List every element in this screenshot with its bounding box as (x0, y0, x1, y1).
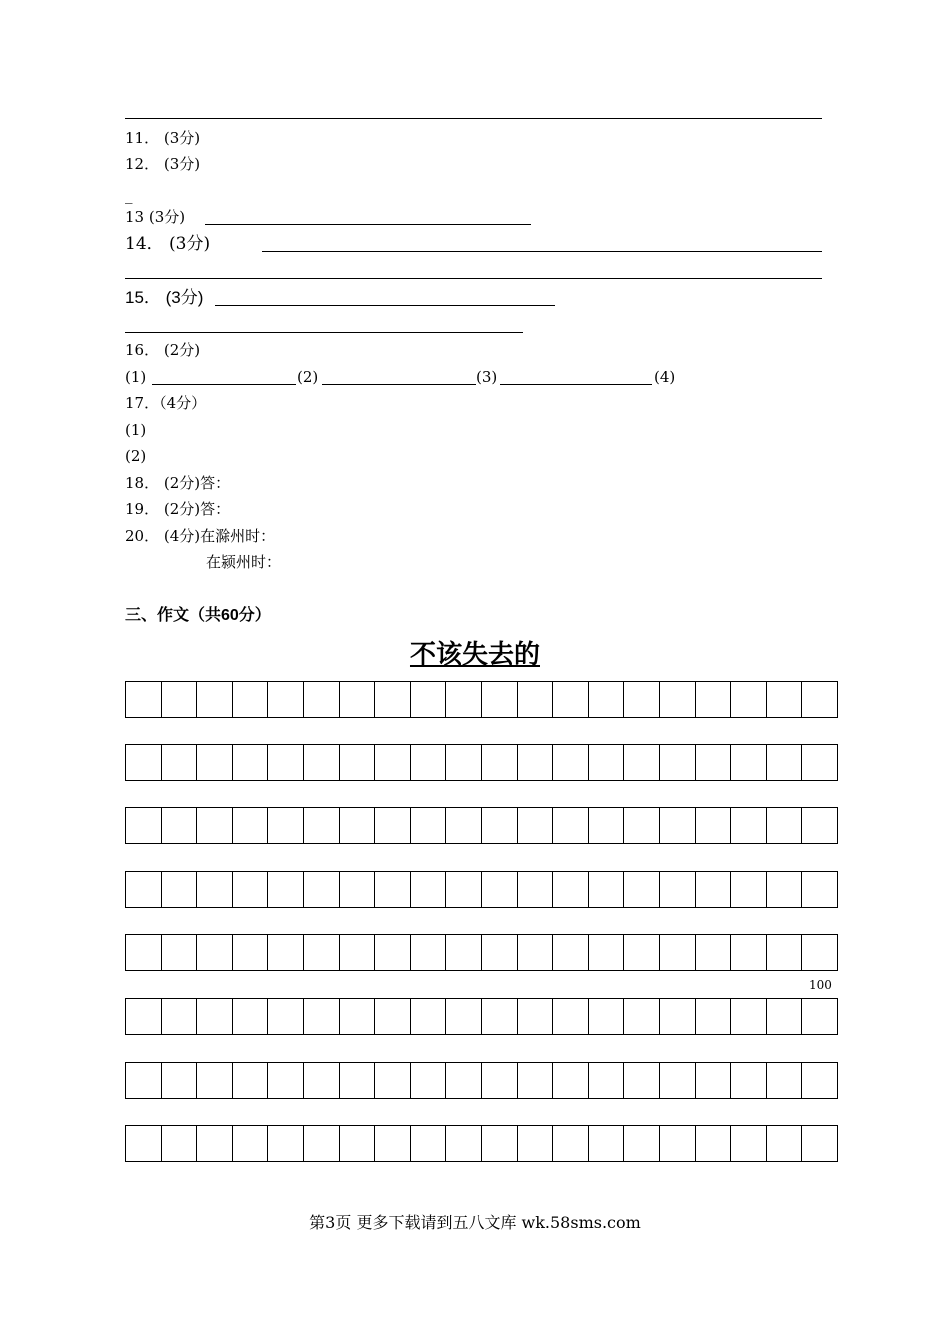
writing-grid-cell[interactable] (588, 744, 624, 781)
writing-grid-cell[interactable] (339, 807, 375, 844)
writing-grid-cell[interactable] (303, 807, 339, 844)
writing-grid-cell[interactable] (445, 934, 481, 971)
blank-label-3: (3) (476, 368, 498, 386)
writing-grid-cell[interactable] (481, 681, 517, 718)
writing-grid-cell[interactable] (481, 1062, 517, 1099)
writing-grid-cell[interactable] (374, 1062, 410, 1099)
writing-grid-cell[interactable] (766, 681, 802, 718)
writing-grid-cell[interactable] (801, 998, 838, 1035)
writing-grid-cell[interactable] (374, 871, 410, 908)
writing-grid-cell[interactable] (659, 871, 695, 908)
writing-grid-cell[interactable] (552, 1062, 588, 1099)
writing-grid-cell[interactable] (695, 1125, 731, 1162)
writing-grid-cell[interactable] (125, 998, 161, 1035)
writing-grid-cell[interactable] (552, 744, 588, 781)
writing-grid-cell[interactable] (730, 1125, 766, 1162)
writing-grid-cell[interactable] (125, 681, 161, 718)
writing-grid-cell[interactable] (766, 1125, 802, 1162)
writing-grid-cell[interactable] (623, 807, 659, 844)
answer-blank-3[interactable] (500, 384, 652, 385)
writing-grid-cell[interactable] (410, 1125, 446, 1162)
writing-grid-cell[interactable] (623, 871, 659, 908)
blank-label-4: (4) (654, 368, 676, 386)
writing-grid-cell[interactable] (695, 744, 731, 781)
writing-grid-cell[interactable] (801, 807, 838, 844)
question-16: 16． (2分) (125, 341, 201, 359)
writing-grid-cell[interactable] (517, 1062, 553, 1099)
answer-line-top (125, 118, 822, 119)
writing-grid-cell[interactable] (801, 934, 838, 971)
writing-grid-cell[interactable] (766, 1062, 802, 1099)
writing-grid-cell[interactable] (267, 934, 303, 971)
writing-grid-row[interactable] (125, 1125, 838, 1162)
writing-grid-cell[interactable] (552, 871, 588, 908)
writing-grid-cell[interactable] (659, 1125, 695, 1162)
writing-grid-cell[interactable] (623, 934, 659, 971)
writing-grid-cell[interactable] (517, 807, 553, 844)
question-17-sub-1: (1) (125, 421, 147, 439)
writing-grid-cell[interactable] (410, 1062, 446, 1099)
writing-grid-cell[interactable] (730, 934, 766, 971)
answer-line-13[interactable] (205, 224, 531, 225)
writing-grid-cell[interactable] (339, 998, 375, 1035)
writing-grid-cell[interactable] (659, 807, 695, 844)
answer-line-15b[interactable] (125, 332, 523, 333)
writing-grid-cell[interactable] (623, 1125, 659, 1162)
writing-grid-cell[interactable] (196, 998, 232, 1035)
writing-grid-cell[interactable] (374, 1125, 410, 1162)
question-13: 13 (3分) (125, 208, 186, 226)
writing-grid-cell[interactable] (588, 1125, 624, 1162)
answer-line-14[interactable] (262, 251, 822, 252)
answer-line-15[interactable] (215, 305, 555, 306)
writing-grid-cell[interactable] (161, 934, 197, 971)
word-count-marker: 100 (809, 978, 832, 992)
writing-grid-cell[interactable] (552, 1125, 588, 1162)
answer-blank-1[interactable] (152, 384, 296, 385)
writing-grid-cell[interactable] (410, 998, 446, 1035)
writing-grid-row[interactable] (125, 681, 838, 718)
writing-grid-cell[interactable] (695, 1062, 731, 1099)
writing-grid-row[interactable] (125, 998, 838, 1035)
writing-grid-cell[interactable] (801, 1125, 838, 1162)
writing-grid-row[interactable] (125, 871, 838, 908)
writing-grid-cell[interactable] (339, 1125, 375, 1162)
writing-grid-cell[interactable] (445, 681, 481, 718)
writing-grid-cell[interactable] (267, 681, 303, 718)
writing-grid-cell[interactable] (730, 1062, 766, 1099)
writing-grid-cell[interactable] (303, 1062, 339, 1099)
writing-grid-cell[interactable] (623, 744, 659, 781)
writing-grid-cell[interactable] (374, 681, 410, 718)
writing-grid-cell[interactable] (517, 998, 553, 1035)
writing-grid-cell[interactable] (232, 934, 268, 971)
writing-grid-cell[interactable] (161, 871, 197, 908)
writing-grid-cell[interactable] (730, 998, 766, 1035)
writing-grid-cell[interactable] (303, 998, 339, 1035)
section-heading: 三、作文（共60分） (125, 607, 271, 624)
writing-grid-cell[interactable] (303, 934, 339, 971)
blank-label-1: (1) (125, 368, 147, 386)
writing-grid-cell[interactable] (517, 1125, 553, 1162)
writing-grid-cell[interactable] (374, 744, 410, 781)
writing-grid-cell[interactable] (196, 1062, 232, 1099)
writing-grid-cell[interactable] (232, 998, 268, 1035)
writing-grid-cell[interactable] (410, 934, 446, 971)
writing-grid-cell[interactable] (695, 871, 731, 908)
writing-grid-cell[interactable] (695, 807, 731, 844)
writing-grid-cell[interactable] (267, 744, 303, 781)
answer-blank-2[interactable] (322, 384, 476, 385)
writing-grid-cell[interactable] (623, 998, 659, 1035)
writing-grid-row[interactable] (125, 807, 838, 844)
writing-grid-cell[interactable] (232, 1062, 268, 1099)
writing-grid-cell[interactable] (659, 744, 695, 781)
writing-grid-cell[interactable] (623, 681, 659, 718)
writing-grid-cell[interactable] (161, 1062, 197, 1099)
writing-grid-cell[interactable] (410, 871, 446, 908)
writing-grid-cell[interactable] (695, 681, 731, 718)
writing-grid-cell[interactable] (552, 681, 588, 718)
writing-grid-cell[interactable] (125, 934, 161, 971)
question-18: 18． (2分)答： (125, 474, 231, 492)
writing-grid-cell[interactable] (588, 807, 624, 844)
question-19: 19． (2分)答： (125, 500, 231, 518)
writing-grid-cell[interactable] (588, 1062, 624, 1099)
writing-grid-cell[interactable] (730, 744, 766, 781)
writing-grid-cell[interactable] (659, 681, 695, 718)
writing-grid-cell[interactable] (196, 871, 232, 908)
writing-grid-cell[interactable] (481, 871, 517, 908)
writing-grid-cell[interactable] (410, 681, 446, 718)
writing-grid-row[interactable] (125, 934, 838, 971)
writing-grid-cell[interactable] (232, 807, 268, 844)
writing-grid-cell[interactable] (695, 998, 731, 1035)
question-20: 20． (4分)在滁州时： (125, 527, 276, 545)
question-11: 11． (3分) (125, 129, 201, 147)
writing-grid-row[interactable] (125, 744, 838, 781)
writing-grid-cell[interactable] (801, 681, 838, 718)
writing-grid-cell[interactable] (161, 744, 197, 781)
writing-grid-cell[interactable] (339, 871, 375, 908)
writing-grid-cell[interactable] (267, 998, 303, 1035)
writing-grid-cell[interactable] (232, 1125, 268, 1162)
writing-grid-cell[interactable] (232, 681, 268, 718)
writing-grid-cell[interactable] (267, 1125, 303, 1162)
writing-grid-cell[interactable] (659, 934, 695, 971)
composition-title: 不该失去的 (409, 640, 540, 670)
writing-grid-cell[interactable] (801, 1062, 838, 1099)
writing-grid-cell[interactable] (374, 807, 410, 844)
writing-grid-cell[interactable] (339, 1062, 375, 1099)
writing-grid-cell[interactable] (410, 744, 446, 781)
writing-grid-cell[interactable] (196, 1125, 232, 1162)
writing-grid-cell[interactable] (552, 998, 588, 1035)
writing-grid-cell[interactable] (517, 871, 553, 908)
writing-grid-cell[interactable] (374, 998, 410, 1035)
writing-grid-cell[interactable] (445, 744, 481, 781)
question-17-sub-2: (2) (125, 447, 147, 465)
writing-grid-row[interactable] (125, 1062, 838, 1099)
writing-grid-cell[interactable] (659, 998, 695, 1035)
writing-grid-cell[interactable] (766, 744, 802, 781)
writing-grid-cell[interactable] (339, 681, 375, 718)
question-17: 17．（4分） (125, 394, 207, 412)
writing-grid-cell[interactable] (730, 871, 766, 908)
writing-grid-cell[interactable] (303, 681, 339, 718)
writing-grid-cell[interactable] (445, 1062, 481, 1099)
writing-grid-cell[interactable] (517, 744, 553, 781)
writing-grid-cell[interactable] (125, 807, 161, 844)
writing-grid-cell[interactable] (196, 744, 232, 781)
writing-grid-cell[interactable] (481, 934, 517, 971)
writing-grid-cell[interactable] (445, 871, 481, 908)
writing-grid-cell[interactable] (588, 998, 624, 1035)
writing-grid-cell[interactable] (445, 998, 481, 1035)
writing-grid-cell[interactable] (303, 871, 339, 908)
writing-grid-cell[interactable] (303, 1125, 339, 1162)
writing-grid-cell[interactable] (623, 1062, 659, 1099)
writing-grid-cell[interactable] (196, 934, 232, 971)
writing-grid-cell[interactable] (267, 1062, 303, 1099)
writing-grid-cell[interactable] (267, 871, 303, 908)
writing-grid-cell[interactable] (196, 807, 232, 844)
writing-grid-cell[interactable] (517, 681, 553, 718)
writing-grid-cell[interactable] (161, 807, 197, 844)
writing-grid-cell[interactable] (481, 998, 517, 1035)
answer-line-14b[interactable] (125, 278, 822, 279)
writing-grid-cell[interactable] (730, 807, 766, 844)
writing-grid-cell[interactable] (766, 871, 802, 908)
writing-grid-cell[interactable] (125, 1062, 161, 1099)
writing-grid-cell[interactable] (552, 807, 588, 844)
page-footer: 第3页 更多下载请到五八文库 wk.58sms.com (309, 1213, 641, 1232)
writing-grid-cell[interactable] (125, 871, 161, 908)
writing-grid-cell[interactable] (730, 681, 766, 718)
writing-grid-cell[interactable] (695, 934, 731, 971)
writing-grid-cell[interactable] (659, 1062, 695, 1099)
writing-grid-cell[interactable] (801, 871, 838, 908)
question-14: 14． (3分) (125, 234, 211, 254)
writing-grid-cell[interactable] (766, 934, 802, 971)
question-20-sub: 在颍州时： (206, 553, 282, 571)
writing-grid-cell[interactable] (232, 871, 268, 908)
blank-label-2: (2) (297, 368, 319, 386)
writing-grid-cell[interactable] (125, 744, 161, 781)
writing-grid-cell[interactable] (588, 681, 624, 718)
writing-grid-cell[interactable] (410, 807, 446, 844)
writing-grid-cell[interactable] (339, 744, 375, 781)
writing-grid-cell[interactable] (766, 807, 802, 844)
question-12: 12． (3分) (125, 155, 201, 173)
writing-grid-cell[interactable] (374, 934, 410, 971)
writing-grid-cell[interactable] (232, 744, 268, 781)
question-12-mark: _ (125, 186, 133, 204)
writing-grid-cell[interactable] (196, 681, 232, 718)
question-15: 15． (3分) (125, 288, 204, 307)
writing-grid-cell[interactable] (588, 871, 624, 908)
writing-grid-cell[interactable] (588, 934, 624, 971)
writing-grid-cell[interactable] (552, 934, 588, 971)
writing-grid-cell[interactable] (801, 744, 838, 781)
writing-grid-cell[interactable] (481, 744, 517, 781)
writing-grid-cell[interactable] (161, 681, 197, 718)
writing-grid-cell[interactable] (339, 934, 375, 971)
writing-grid-cell[interactable] (481, 807, 517, 844)
writing-grid-cell[interactable] (267, 807, 303, 844)
writing-grid-cell[interactable] (517, 934, 553, 971)
writing-grid-cell[interactable] (303, 744, 339, 781)
writing-grid-cell[interactable] (481, 1125, 517, 1162)
writing-grid-cell[interactable] (161, 998, 197, 1035)
writing-grid-cell[interactable] (125, 1125, 161, 1162)
writing-grid-cell[interactable] (445, 807, 481, 844)
writing-grid-cell[interactable] (766, 998, 802, 1035)
writing-grid-cell[interactable] (445, 1125, 481, 1162)
writing-grid-cell[interactable] (161, 1125, 197, 1162)
